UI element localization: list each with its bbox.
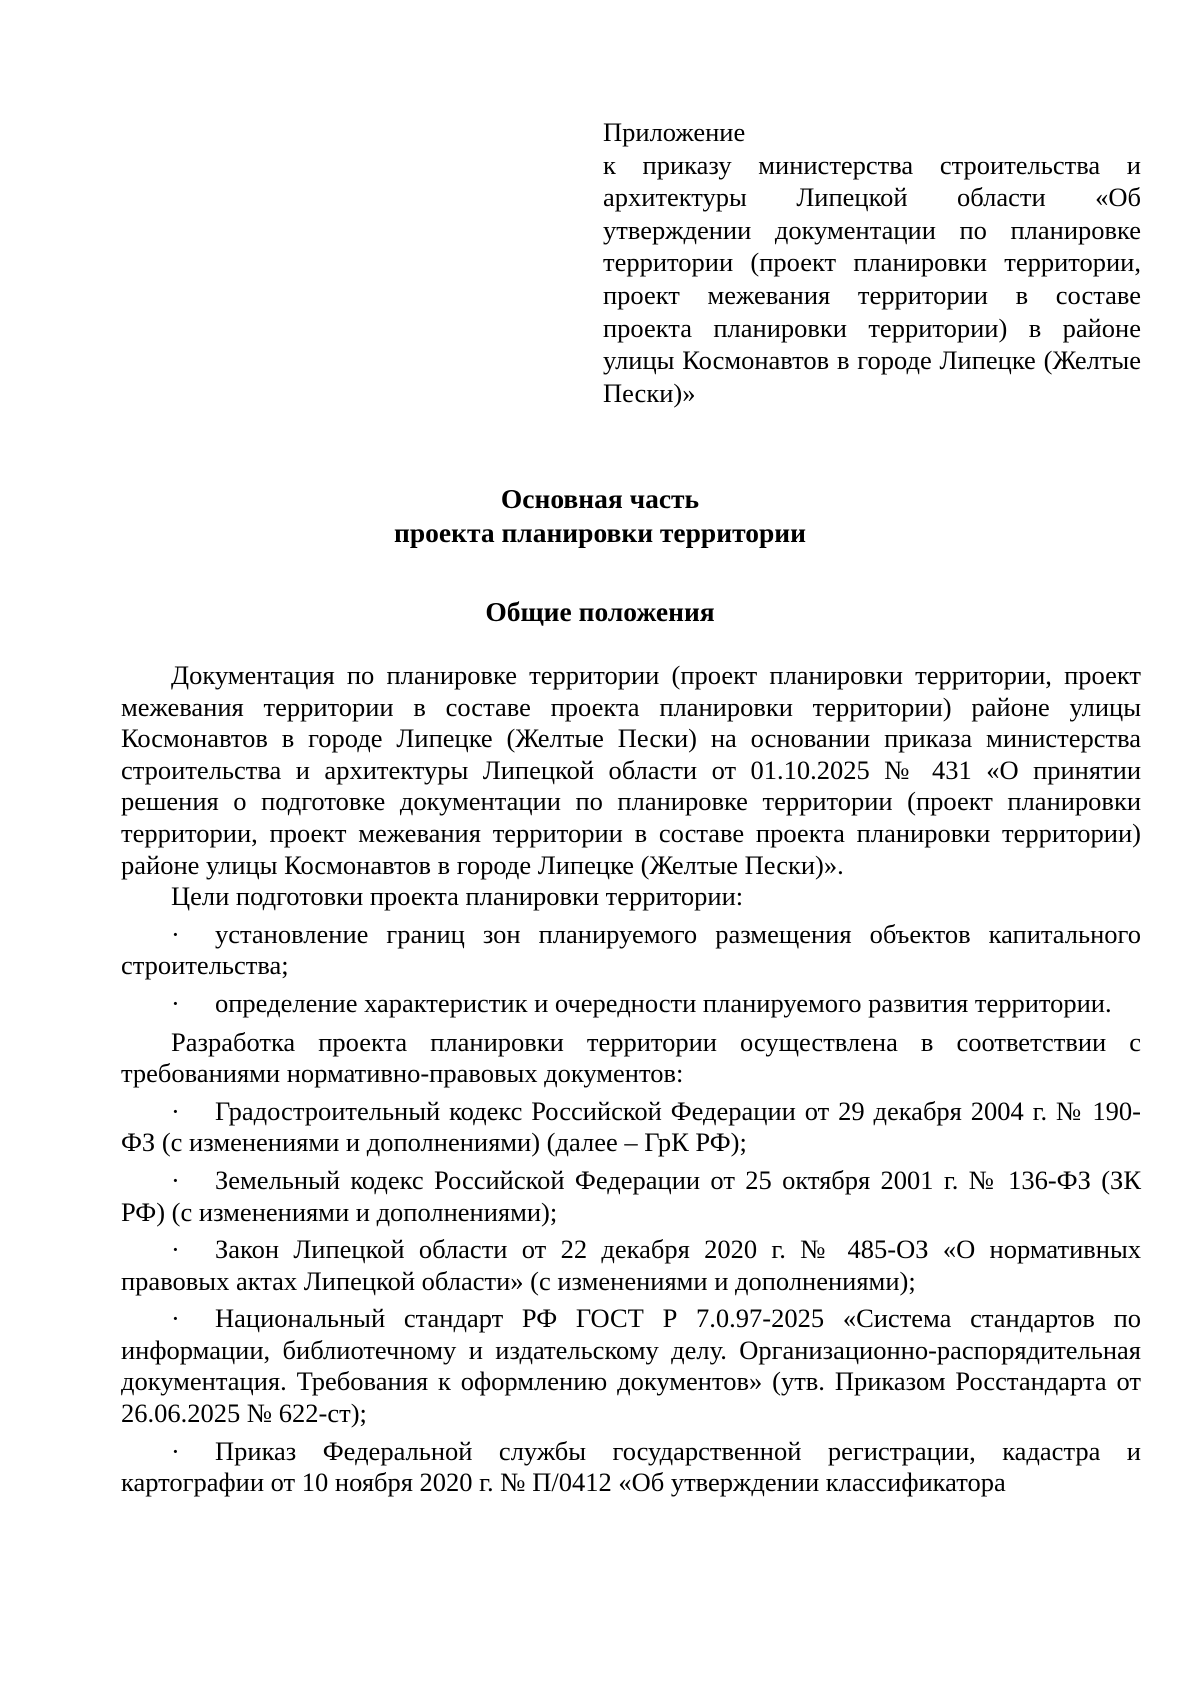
document-text: Закон Липецкой области от 22 декабря 2020 г. № 485-ОЗ «О нормативных правовых актах Липецкой области» (с изменениями и дополнениями); xyxy=(121,1234,1141,1296)
document-item xyxy=(121,1303,1141,1429)
appendix-block xyxy=(603,116,1141,409)
goal-text: установление границ зон планируемого размещения объектов капитального строительства; xyxy=(121,918,1141,981)
appendix-text: к приказу министерства строительства и архитектуры Липецкой области «Об утверждении документации по планировке территории (проект планировки территории, проект межевания территории в составе проекта планировки территории) в районе улицы Космонавтов в городе Липецке (Желтые Пески)» xyxy=(603,149,1141,408)
goal-item xyxy=(121,988,1141,1020)
document-text: Земельный кодекс Российской Федерации от 25 октября 2001 г. № 136-ФЗ (ЗК РФ) (с изменениями и дополнениями); xyxy=(121,1164,1141,1227)
goal-text: определение характеристик и очередности планируемого развития территории. xyxy=(215,987,1112,1018)
bullet-icon: · xyxy=(171,1164,180,1195)
bullet-icon: · xyxy=(171,1234,180,1265)
main-heading-line-1: Основная часть xyxy=(500,483,700,514)
section-title: Общие положения xyxy=(485,596,715,627)
document-item xyxy=(121,1436,1141,1499)
goals-lead-paragraph: Цели подготовки проекта планировки территории: xyxy=(171,881,744,912)
document-text: Приказ Федеральной службы государственной регистрации, кадастра и картографии от 10 ноября 2020 г. № П/0412 «Об утверждении классификатора xyxy=(121,1435,1141,1498)
intro-paragraph: Документация по планировке территории (проект планировки территории, проект межевания территории в составе проекта планировки территории) районе улицы Космонавтов в городе Липецке (Желтые Пески) на основании приказа министерства строительства и архитектуры Липецкой области от 01.10.2025 № 431 «О принятии решения о подготовке документации по планировке территории (проект планировки территории, проект межевания территории в составе проекта планировки территории) районе улицы Космонавтов в городе Липецке (Желтые Пески)». xyxy=(121,660,1141,880)
appendix-label: Приложение xyxy=(603,117,746,147)
bullet-icon: · xyxy=(171,1095,180,1126)
document-item xyxy=(121,1234,1141,1297)
bullet-icon: · xyxy=(171,987,180,1018)
document-text: Градостроительный кодекс Российской Федерации от 29 декабря 2004 г. № 190-ФЗ (с изменениями и дополнениями) (далее – ГрК РФ); xyxy=(121,1095,1141,1158)
main-heading-line-2: проекта планировки территории xyxy=(394,517,806,548)
bullet-icon: · xyxy=(171,1303,180,1334)
document-body xyxy=(121,660,1141,1499)
document-text: Национальный стандарт РФ ГОСТ Р 7.0.97-2025 «Система стандартов по информации, библиотечному и издательскому делу. Организационно-распорядительная документация. Требования к оформлению документов» (утв. Приказом Росстандарта от 26.06.2025 № 622-ст); xyxy=(121,1303,1141,1429)
main-heading xyxy=(0,482,1200,550)
goal-item xyxy=(121,919,1141,982)
bullet-icon: · xyxy=(171,918,180,949)
document-item xyxy=(121,1096,1141,1159)
bullet-icon: · xyxy=(171,1435,180,1466)
document-item xyxy=(121,1165,1141,1228)
development-lead-paragraph: Разработка проекта планировки территории осуществлена в соответствии с требованиями нормативно-правовых документов: xyxy=(121,1026,1141,1089)
